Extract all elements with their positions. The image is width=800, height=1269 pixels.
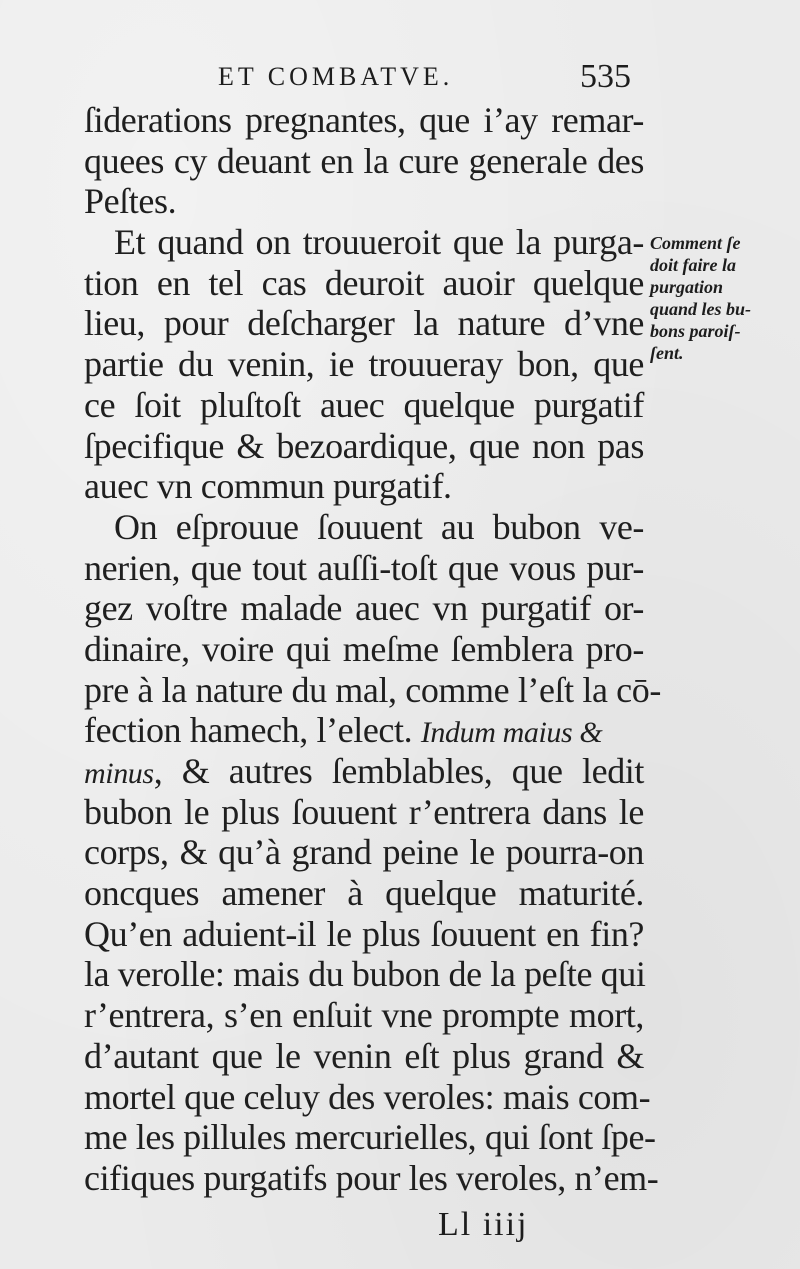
text-line: me les pillules mercurielles, qui ſont ſpe-: [84, 1117, 656, 1158]
marginal-note-line: doit faire la: [650, 255, 736, 275]
text-line: bubon le plus ſouuent r’entrera dans le: [84, 791, 644, 832]
text-segment: fection hamech, l’elect.: [84, 710, 413, 751]
text-line: dinaire, voire qui meſme ſemblera pro-: [84, 628, 644, 669]
text-line: Peſtes.: [84, 181, 177, 222]
marginal-note-line: ſent.: [650, 343, 684, 363]
main-text: [84, 100, 661, 1199]
text-line: ſpecifique & bezoardique, que non pas: [84, 425, 644, 466]
signature-mark: Ll iiij: [438, 1206, 529, 1243]
text-line: Qu’en aduient-il le plus ſouuent en fin?: [84, 913, 644, 954]
text-line: d’autant que le venin eſt plus grand &: [84, 1035, 644, 1076]
text-line: oncques amener à quelque maturité.: [84, 873, 644, 914]
italic-phrase: minus: [84, 757, 154, 790]
marginal-note-line: quand les bu-: [650, 299, 752, 319]
text-line: gez voſtre malade auec vn purgatif or-: [84, 588, 644, 629]
marginal-note-line: Comment ſe: [650, 233, 741, 253]
page-number: 535: [580, 58, 631, 95]
text-line: Et quand on trouueroit que la purga-: [114, 222, 644, 263]
text-line: corps, & qu’à grand peine le pourra-on: [84, 832, 644, 873]
running-title: ET COMBATVE.: [218, 62, 454, 91]
marginal-note-line: purgation: [650, 277, 724, 297]
italic-phrase: Indum maius &: [420, 716, 603, 750]
text-line: mortel que celuy des veroles: mais com-: [84, 1076, 651, 1117]
text-segment: , & autres ſemblables, que ledit: [153, 751, 644, 791]
text-line: auec vn commun purgatif.: [84, 466, 452, 507]
text-line: lieu, pour deſcharger la nature d’vne: [84, 303, 644, 344]
text-line: partie du venin, ie trouueray bon, que: [84, 344, 644, 385]
marginal-note: [650, 232, 798, 364]
text-line: tion en tel cas deuroit auoir quelque: [84, 262, 644, 303]
text-line: nerien, que tout auſſi-toſt que vous pur-: [84, 547, 644, 588]
text-line: la verolle: mais du bubon de la peſte qui: [84, 954, 646, 995]
text-line: [84, 751, 644, 792]
marginal-note-line: bons paroiſ-: [650, 321, 741, 341]
page-header: [0, 58, 800, 102]
text-line: quees cy deuant en la cure generale des: [84, 140, 644, 181]
text-line: pre à la nature du mal, comme l’eſt la cō-: [84, 669, 661, 710]
text-line: ſiderations pregnantes, que i’ay remar-: [84, 100, 644, 140]
text-line: ce ſoit pluſtoſt auec quelque purgatif: [84, 384, 644, 425]
text-line: On eſprouue ſouuent au bubon ve-: [114, 506, 644, 547]
text-line: [84, 710, 644, 751]
text-line: cifiques purgatifs pour les veroles, n’em-: [84, 1157, 659, 1198]
text-line: r’entrera, s’en enſuit vne prompte mort,: [84, 995, 644, 1036]
